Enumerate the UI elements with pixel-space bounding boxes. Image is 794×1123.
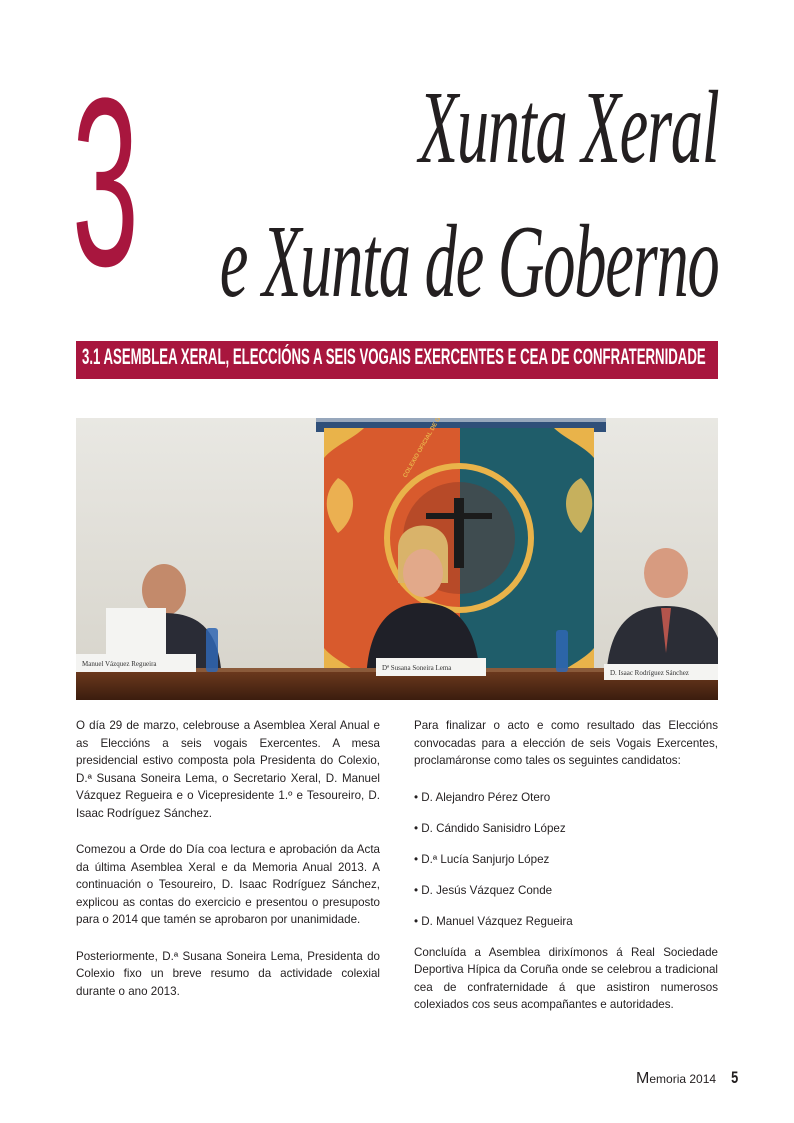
left-column [76, 717, 380, 1019]
section-title: 3.1 ASEMBLEA XERAL, ELECCIÓNS A SEIS VOGAIS EXERCENTES E CEA DE CONFRATERNIDADE [82, 344, 706, 369]
list-item: • D. Manuel Vázquez Regueira [414, 914, 573, 928]
paragraph-agenda: Comezou a Orde do Día coa lectura e aprobación da Acta da última Asemblea Xeral e da Memoria Anual 2013. A continuación o Tesoureiro, D. Isaac Rodríguez Sánchez, explicou as contas do exercicio e presentou o presuposto para o 2014 que tamén se aprobaron por unanimidade. [76, 843, 380, 926]
page-footer [636, 1068, 739, 1088]
chapter-title-line-2: e Xunta de Goberno [219, 204, 718, 319]
list-item: • D. Jesús Vázquez Conde [414, 883, 553, 897]
chapter-title-line-1: Xunta Xeral [418, 70, 718, 185]
paragraph-election-results: Para finalizar o acto e como resultado das Eleccións convocadas para a elección de seis Vogais Exercentes, proclamáronse como tales os seguintes candidatos: [414, 719, 718, 767]
paragraph-assembly-intro: O día 29 de marzo, celebrouse a Asemblea Xeral Anual e as Eleccións a seis vogais Exercentes. A mesa presidencial estivo composta pola Presidenta do Colexio, D.ª Susana Soneira Lema, o Secretario Xeral, D. Manuel Vázquez Regueira e o Vicepresidente 1.º e Tesoureiro, D. Isaac Rodríguez Sánchez. [76, 719, 380, 820]
footer-memoria-label: emoria 2014 [649, 1072, 717, 1086]
nameplate-right-text: D. Isaac Rodríguez Sánchez [610, 669, 689, 677]
nameplate-left [76, 654, 196, 672]
nameplate-left-text: Manuel Vázquez Regueira [82, 660, 157, 668]
list-item: • D.ª Lucía Sanjurjo López [414, 852, 550, 866]
list-item: • D. Cándido Sanisidro López [414, 821, 566, 835]
footer-memoria-initial: M [636, 1070, 650, 1087]
candidates-list [414, 789, 718, 931]
banner-text: COLEXIO OFICIAL DE [402, 421, 440, 479]
paragraph-summary: Posteriormente, D.ª Susana Soneira Lema, Presidenta do Colexio fixo un breve resumo da actividade colexial durante o ano 2013. [76, 949, 380, 998]
nameplate-center [376, 658, 486, 676]
chapter-number: 3 [72, 48, 139, 316]
list-item: • D. Alejandro Pérez Otero [414, 790, 551, 804]
nameplate-right [604, 664, 718, 680]
paragraph-dinner: Concluída a Asemblea dirixímonos á Real Sociedade Deportiva Hípica da Coruña onde se celebrou a tradicional cea de confraternidade á que asistiron numerosos colexiados cos seus acompañantes e autoridades. [414, 945, 718, 1011]
assembly-photo [76, 418, 718, 700]
page-number: 5 [730, 1068, 738, 1087]
right-column [414, 717, 718, 1033]
nameplate-center-text: Dª Susana Soneira Lema [382, 664, 452, 672]
